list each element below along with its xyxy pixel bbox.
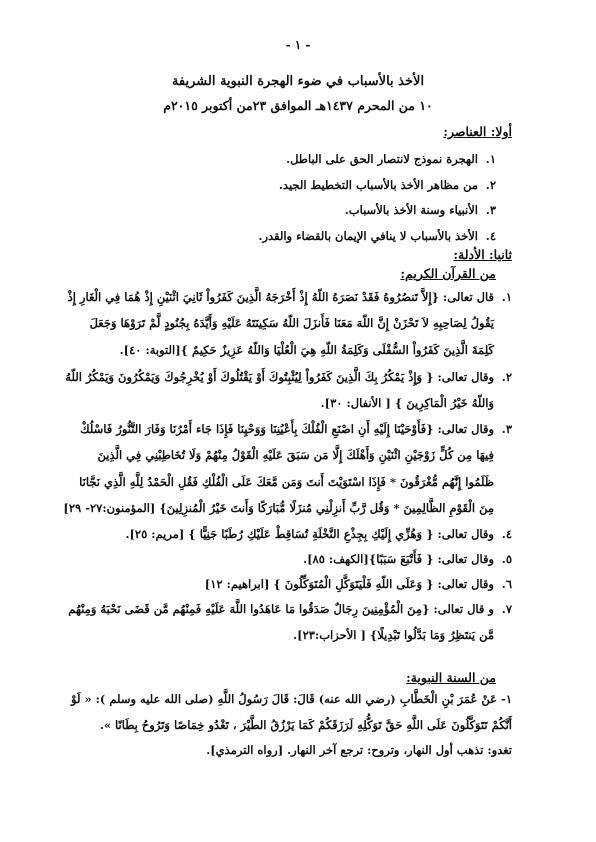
element-item: ٣.الأنبياء وسنة الأخذ بالأسباب.: [344, 203, 496, 217]
quran-verse-line: يَقُولُ لِصَاحِبِهِ لاَ تَحْزَنْ إِنَّ اللّهَ مَعَنَا فَأَنزَلَ اللّهُ سَكِينَتَهُ عَلَيْهِ وَأَيَّدَهُ بِجُنُودٍ لَّمْ تَرَوْهَا وَجَعَلَ: [89, 316, 494, 330]
quran-verse-line: مَّن يَنتَظِرُ وَمَا بَدَّلُوا تَبْدِيلًا} [ الأحزاب:٢٣].: [293, 628, 494, 642]
quran-verse-line: فِيهَا مِن كُلٍّ زَوْجَيْنِ اثْنَيْنِ وَأَهْلَكَ إِلَّا مَن سَبَقَ عَلَيْهِ الْقَوْلُ مِنْهُمْ وَلَا تُخَاطِبْنِي فِي الَّذِينَ: [97, 448, 494, 462]
quran-verse-line: ٢.وقال تعالى: { وَإِذْ يَمْكُرُ بِكَ الَّذِينَ كَفَرُواْ لِيُثْبِتُوكَ أَوْ يَقْتُلُوكَ أَوْ يُخْرِجُوكَ وَيَمْكُرُونَ وَيَمْكُرُ اللّهُ: [65, 370, 512, 384]
page-title: الأخذ بالأسباب في ضوء الهجرة النبوية الشريفة: [171, 74, 425, 89]
hadith-line: تغدو: تذهب أول النهار، وتروح: ترجع آخر النهار. [رواه الترمذي].: [206, 743, 512, 757]
hadith-line: ١- عَنْ عُمَرَ بْنِ الْخَطَّابِ (رضي الله عنه) قَالَ: قَالَ رَسُولُ اللَّهِ (صلى الله عليه وسلم ): « لَوْ: [71, 692, 512, 706]
elements-heading: أولا: العناصر:: [443, 124, 512, 139]
quran-verse-line: ٧.و قال تعالى: {مِنَ الْمُؤْمِنِينَ رِجَالٌ صَدَقُوا مَا عَاهَدُوا اللَّهَ عَلَيْهِ فَمِنْهُم مَّن قَضَى نَحْبَهُ وَمِنْهُم: [68, 602, 512, 616]
quran-verse-line: وَاللّهُ خَيْرُ الْمَاكِرِينَ } [ الأنفال: ٣٠].: [320, 396, 494, 410]
element-item: ٢.من مظاهر الأخذ بالأسباب التخطيط الجيد.: [278, 178, 496, 192]
quran-verse-line: مِنَ الْقَوْمِ الظَّالِمِينَ * وَقُل رَّبِّ أَنزِلْنِي مُنزَلًا مُّبَارَكًا وَأَنتَ خَيْرُ الْمُنزِلِينَ} [المؤمنون:٢٧- ٢٩]: [63, 501, 494, 515]
date-line: ١٠ من المحرم ١٤٣٧هـ الموافق ٢٣من أكتوبر ٢٠١٥م: [163, 98, 433, 113]
quran-verse-line: ٥.وقال تعالى: { فَأَتْبَعَ سَبَبًا}[الكهف: ٨٥].: [303, 552, 512, 566]
page-number: - ١ -: [285, 38, 311, 52]
quran-verse-line: كَلِمَةَ الَّذِينَ كَفَرُواْ السُّفْلَى وَكَلِمَةُ اللّهِ هِيَ الْعُلْيَا وَاللّهُ عَزِيزٌ حَكِيمٌ }[التوبة: ٤٠].: [119, 343, 494, 357]
sunnah-heading: من السنة النبوية:: [406, 670, 496, 685]
quran-verse-line: ٤.وقال تعالى: { وَهُزِّي إِلَيْكِ بِجِذْعِ النَّخْلَةِ تُسَاقِطْ عَلَيْكِ رُطَبًا جَنِيًّا } [مريم: ٢٥].: [125, 527, 512, 541]
quran-verse-line: ظَلَمُوا إِنَّهُم مُّغْرَقُونَ * فَإِذَا اسْتَوَيْتَ أَنتَ وَمَن مَّعَكَ عَلَى الْفُلْكِ فَقُلِ الْحَمْدُ لِلَّهِ الَّذِي نَجَّانَا: [79, 475, 494, 489]
quran-verse-line: ١.قال تعالى: {إِلاَّ تَنصُرُوهُ فَقَدْ نَصَرَهُ اللّهُ إِذْ أَخْرَجَهُ الَّذِينَ كَفَرُواْ ثَانِيَ اثْنَيْنِ إِذْ هُمَا فِي الْغَارِ إِذْ: [67, 290, 512, 304]
element-item: ٤.الأخذ بالأسباب لا ينافي الإيمان بالقضاء والقدر.: [258, 229, 496, 243]
quran-verse-line: ٦.وقال تعالى: { وَعَلَى اللّهِ فَلْيَتَوَكَّلِ الْمُتَوَكِّلُونَ } [ابراهيم: ١٢]: [204, 577, 512, 591]
evidence-heading: ثانيا: الأدلة:: [453, 247, 512, 262]
quran-heading: من القرآن الكريم:: [400, 266, 496, 281]
quran-verse-line: ٣.وقال تعالى: {فَأَوْحَيْنَا إِلَيْهِ أَنِ اصْنَعِ الْفُلْكَ بِأَعْيُنِنَا وَوَحْيِنَا فَإِذَا جَاء أَمْرُنَا وَفَارَ التَّنُّورُ فَاسْلُكْ: [80, 422, 512, 436]
element-item: ١.الهجرة نموذج لانتصار الحق على الباطل.: [286, 152, 496, 166]
hadith-line: أَنَّكُمْ تَتَوَكَّلُونَ عَلَى اللَّهِ حَقَّ تَوَكُّلِهِ لَرَزَقَكُمْ كَمَا يَرْزُقُ الطَّيْرَ ، تَغْدُو خِمَاصًا وَتَرُوحُ بِطَانًا ».: [99, 718, 512, 732]
